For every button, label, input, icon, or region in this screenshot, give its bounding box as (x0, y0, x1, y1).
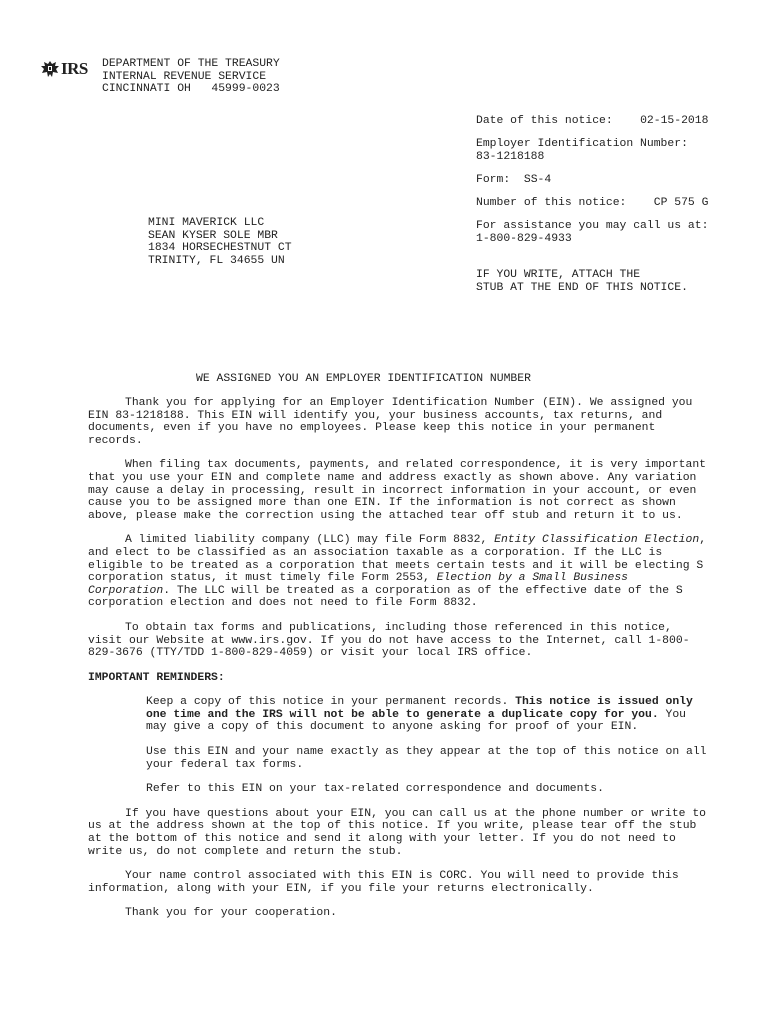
paragraph-name-control: Your name control associated with this EIN is CORC. You will need to provide this information, along with your EIN, if you file your returns electronically. (88, 870, 679, 895)
agency-line: INTERNAL REVENUE SERVICE (102, 70, 267, 83)
date-label: Date of this notice: (476, 115, 613, 127)
reminders-title: IMPORTANT REMINDERS: (88, 671, 225, 684)
paragraph-llc: A limited liability company (LLC) may file Form 8832, Entity Classification Election, and elect to be classified as an association taxable as a corporation. If the LLC is eligible to be treated as a corporation that meets certain tests and it will be electing S corporation status, it must timely file Form 2553, Election by a Small Business Corporation. The LLC will be treated as a corporation as of the effective date of the S corporation election and does not need to file Form 8832. (88, 534, 707, 610)
notice-info (476, 115, 756, 294)
form-2553-title: Election by a Small Business Corporation (88, 572, 629, 597)
irs-logo-text: IRS (61, 59, 88, 78)
ein-label: Employer Identification Number: (476, 138, 688, 151)
paragraph-filing: When filing tax documents, payments, and related correspondence, it is very important that you use your EIN and complete name and address exactly as shown above. Any variation may cause a delay in processing, result in incorrect information in your account, or even cause you to be assigned more than one EIN. If the information is not correct as shown above, please make the correction using the attached tear off stub and return it to us. (88, 459, 707, 522)
ein-value: 83-1218188 (476, 150, 545, 163)
form-row (476, 174, 756, 187)
notice-heading: WE ASSIGNED YOU AN EMPLOYER IDENTIFICATION NUMBER (196, 373, 531, 385)
form-value: SS-4 (523, 173, 552, 186)
paragraph-questions: If you have questions about your EIN, you can call us at the phone number or write to us at the address shown at the top of this notice. If you write, please tear off the stub at the bottom of this notice and send it along with your letter. If you do not need to write us, do not complete and return the stub. (88, 807, 707, 858)
eagle-icon (40, 60, 60, 78)
recipient-line: 1834 HORSECHESTNUT CT (148, 242, 292, 255)
notice-body (88, 397, 710, 932)
recipient-line: SEAN KYSER SOLE MBR (148, 229, 278, 242)
reminder-keep-copy: Keep a copy of this notice in your permanent records. This notice is issued only one time and the IRS will not be able to generate a duplicate copy for you. You may give a copy of this document to anyone asking for proof of your EIN. (146, 696, 693, 734)
paragraph-thanks: Thank you for your cooperation. (125, 907, 337, 920)
form-8832-title: Entity Classification Election (494, 534, 700, 547)
notice-number-row (476, 197, 756, 210)
notice-date (476, 115, 756, 128)
form-label: Form: (476, 173, 511, 186)
irs-logo (40, 60, 88, 78)
agency-line: CINCINNATI OH 45999-0023 (102, 83, 280, 96)
reminder-use-ein: Use this EIN and your name exactly as they appear at the top of this notice on all your federal tax forms. (146, 746, 707, 771)
reminder-refer: Refer to this EIN on your tax-related correspondence and documents. (146, 783, 604, 796)
notice-number-value: CP 575 G (653, 196, 709, 209)
paragraph-ein-assigned: Thank you for applying for an Employer Identification Number (EIN). We assigned you EIN 83-1218188. This EIN will identify you, your business accounts, tax returns, and documents, even if you have no employees. Please keep this notice in your permanent records. (88, 397, 693, 447)
assistance-label: For assistance you may call us at: (476, 219, 709, 232)
agency-address (102, 58, 280, 96)
agency-line: DEPARTMENT OF THE TREASURY (102, 58, 280, 70)
date-value: 02-15-2018 (640, 115, 709, 127)
recipient-line: MINI MAVERICK LLC (148, 217, 265, 229)
notice-number-label: Number of this notice: (476, 196, 627, 209)
write-instruction-1: IF YOU WRITE, ATTACH THE (476, 269, 641, 282)
recipient-address (148, 217, 292, 267)
paragraph-forms: To obtain tax forms and publications, including those referenced in this notice, visit our Website at www.irs.gov. If you do not have access to the Internet, call 1-800-829-3676 (TTY/TDD 1-800-829-4059) or visit your local IRS office. (88, 621, 690, 660)
write-instruction-2: STUB AT THE END OF THIS NOTICE. (476, 281, 688, 294)
assistance-phone: 1-800-829-4933 (476, 232, 572, 245)
recipient-line: TRINITY, FL 34655 UN (148, 254, 285, 267)
